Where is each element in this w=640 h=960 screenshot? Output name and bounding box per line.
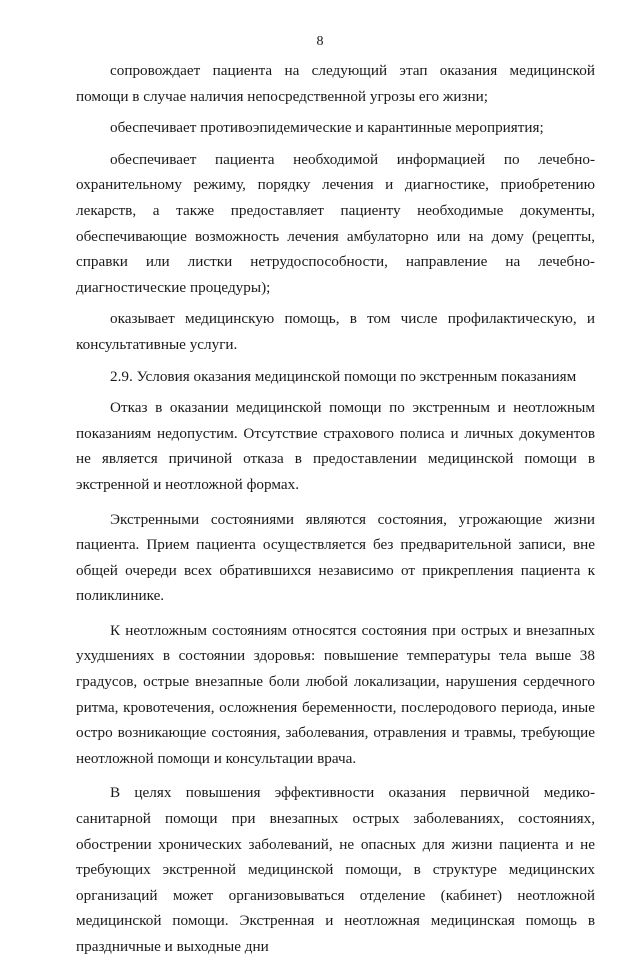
- paragraph-refusal-inadmissible: Отказ в оказании медицинской помощи по экстренным и неотложным показаниям недопустим. Отсутствие страхового полиса и личных документов не является причиной отказа в предоставлении медицинской помощи в экстренной и неотложной формах.: [76, 399, 595, 493]
- document-body: [76, 58, 595, 960]
- paragraph-consultative-services: оказывает медицинскую помощь, в том числе профилактическую, и консультативные услуги.: [76, 310, 595, 353]
- section-heading-2-9: 2.9. Условия оказания медицинской помощи по экстренным показаниям: [110, 367, 577, 385]
- paragraph-urgent-states: К неотложным состояниям относятся состояния при острых и внезапных ухудшениях в состоянии здоровья: повышение температуры тела выше 38 градусов, острые внезапные боли любой локализации, нарушения сердечного ритма, кровотечения, осложнения беременности, послеродового периода, иные остро возникающие состояния, заболевания, отравления и травмы, требующие неотложной помощи и консультации врача.: [76, 621, 595, 767]
- paragraph-patient-information: обеспечивает пациента необходимой информацией по лечебно-охранительному режиму, порядку лечения и диагностике, приобретению лекарств, а также предоставляет пациенту необходимые документы, обеспечивающие возможность лечения амбулаторно или на дому (рецепты, справки или листки нетрудоспособности, направление на лечебно-диагностические процедуры);: [76, 150, 595, 296]
- paragraph-emergency-states: Экстренными состояниями являются состояния, угрожающие жизни пациента. Прием пациента осуществляется без предварительной записи, вне общей очереди всех обратившихся независимо от прикрепления пациента к поликлинике.: [76, 510, 595, 605]
- paragraph-anti-epidemic: обеспечивает противоэпидемические и карантинные мероприятия;: [110, 119, 544, 137]
- page-number: 8: [316, 34, 324, 49]
- paragraph-urgent-care-unit: В целях повышения эффективности оказания первичной медико-санитарной помощи при внезапных острых заболеваниях, состояниях, обострении хронических заболеваний, не опасных для жизни пациента и не требующих экстренной медицинской помощи, в структуре медицинских организаций может организовываться отделение (кабинет) неотложной медицинской помощи. Экстренная и неотложная медицинская помощь в праздничные и выходные дни: [76, 784, 595, 955]
- paragraph-escort-patient: сопровождает пациента на следующий этап оказания медицинской помощи в случае наличия непосредственной угрозы его жизни;: [76, 62, 595, 105]
